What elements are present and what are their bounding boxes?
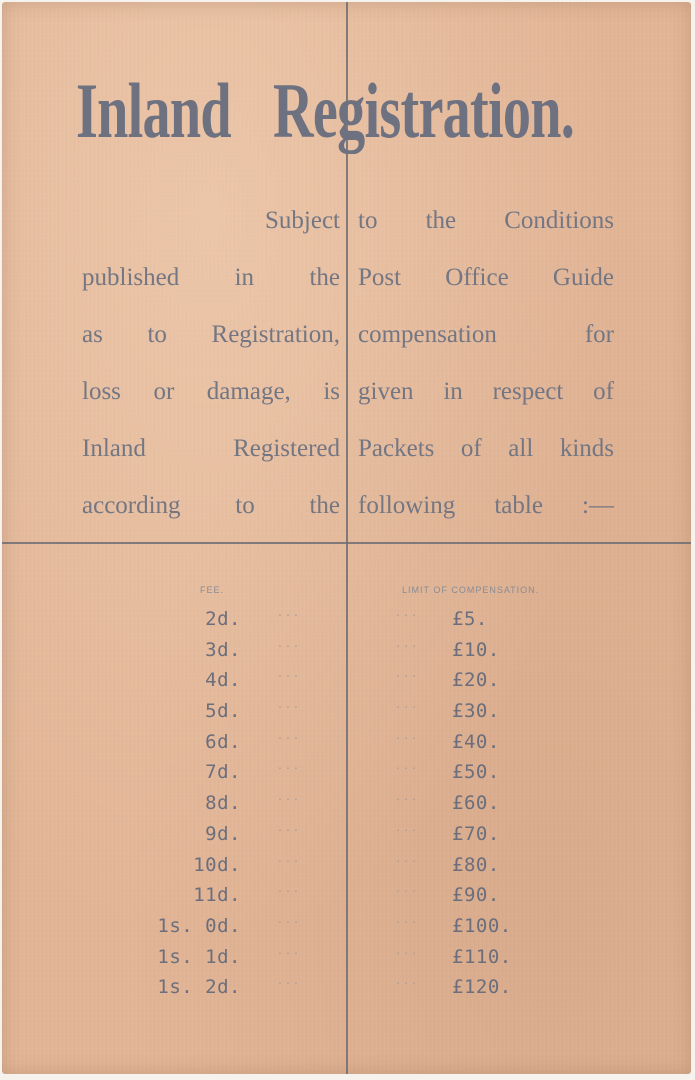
compensation-value: £100. — [452, 914, 512, 937]
table-row — [2, 913, 691, 944]
table-row — [2, 667, 691, 698]
compensation-value: £40. — [452, 730, 500, 753]
leader-dots: ... — [277, 761, 302, 773]
table-row — [2, 790, 691, 821]
compensation-value: £10. — [452, 638, 500, 661]
compensation-value: £30. — [452, 700, 500, 723]
leader-dots: ... — [277, 976, 302, 988]
fee-value: 4d. — [205, 669, 241, 692]
fee-value: 7d. — [205, 761, 241, 784]
leader-dots: ... — [277, 914, 302, 926]
leader-dots: ... — [395, 730, 420, 742]
leader-dots: ... — [277, 669, 302, 681]
notice-line: Post Office Guide — [358, 264, 614, 291]
table-row — [2, 637, 691, 668]
compensation-table — [2, 606, 691, 1005]
notice-line: Inland Registered — [82, 435, 340, 462]
fee-value: 1s. 1d. — [157, 945, 241, 968]
table-row — [2, 729, 691, 760]
fee-value: 10d. — [193, 853, 241, 876]
registered-envelope-back — [2, 2, 691, 1074]
fee-value: 11d. — [193, 884, 241, 907]
leader-dots: ... — [395, 976, 420, 988]
leader-dots: ... — [395, 761, 420, 773]
compensation-value: £90. — [452, 884, 500, 907]
fee-value: 6d. — [205, 730, 241, 753]
fee-value: 8d. — [205, 792, 241, 815]
leader-dots: ... — [395, 669, 420, 681]
compensation-value: £50. — [452, 761, 500, 784]
table-row — [2, 821, 691, 852]
compensation-value: £110. — [452, 945, 512, 968]
notice-line: compensation for — [358, 321, 614, 348]
leader-dots: ... — [277, 945, 302, 957]
fee-value: 9d. — [205, 822, 241, 845]
notice-left-column — [82, 192, 340, 534]
leader-dots: ... — [277, 608, 302, 619]
horizontal-fold-line — [2, 542, 691, 544]
compensation-value: £60. — [452, 792, 500, 815]
compensation-value: £80. — [452, 853, 500, 876]
notice-line: as to Registration, — [82, 321, 340, 348]
table-row — [2, 606, 691, 637]
leader-dots: ... — [277, 853, 302, 865]
table-row — [2, 759, 691, 790]
leader-dots: ... — [395, 608, 420, 619]
leader-dots: ... — [277, 822, 302, 834]
notice-line: according to the — [82, 492, 340, 519]
fee-column-header: FEE. — [200, 585, 225, 595]
leader-dots: ... — [395, 822, 420, 834]
compensation-value: £120. — [452, 976, 512, 999]
fee-value: 5d. — [205, 700, 241, 723]
notice-line: Packets of all kinds — [358, 435, 614, 462]
leader-dots: ... — [277, 792, 302, 804]
leader-dots: ... — [277, 638, 302, 650]
limit-column-header: LIMIT OF COMPENSATION. — [402, 585, 540, 595]
leader-dots: ... — [277, 700, 302, 712]
table-row — [2, 882, 691, 913]
fee-value: 3d. — [205, 638, 241, 661]
compensation-value: £70. — [452, 822, 500, 845]
compensation-value: £20. — [452, 669, 500, 692]
table-row — [2, 852, 691, 883]
notice-line: loss or damage, is — [82, 378, 340, 405]
leader-dots: ... — [395, 884, 420, 896]
leader-dots: ... — [395, 700, 420, 712]
leader-dots: ... — [395, 853, 420, 865]
compensation-value: £5. — [452, 608, 488, 630]
leader-dots: ... — [395, 638, 420, 650]
notice-right-column — [358, 192, 614, 534]
table-row — [2, 974, 691, 1005]
notice-line: given in respect of — [358, 378, 614, 405]
leader-dots: ... — [395, 945, 420, 957]
leader-dots: ... — [395, 792, 420, 804]
notice-line: to the Conditions — [358, 207, 614, 234]
leader-dots: ... — [395, 914, 420, 926]
fee-value: 2d. — [205, 608, 241, 630]
table-row — [2, 698, 691, 729]
table-row — [2, 944, 691, 975]
page-title: Inland Registration. — [76, 67, 575, 154]
fee-value: 1s. 0d. — [157, 914, 241, 937]
leader-dots: ... — [277, 730, 302, 742]
notice-line: Subject — [265, 207, 340, 234]
notice-line: following table :— — [358, 492, 614, 519]
leader-dots: ... — [277, 884, 302, 896]
notice-line: published in the — [82, 264, 340, 291]
fee-value: 1s. 2d. — [157, 976, 241, 999]
